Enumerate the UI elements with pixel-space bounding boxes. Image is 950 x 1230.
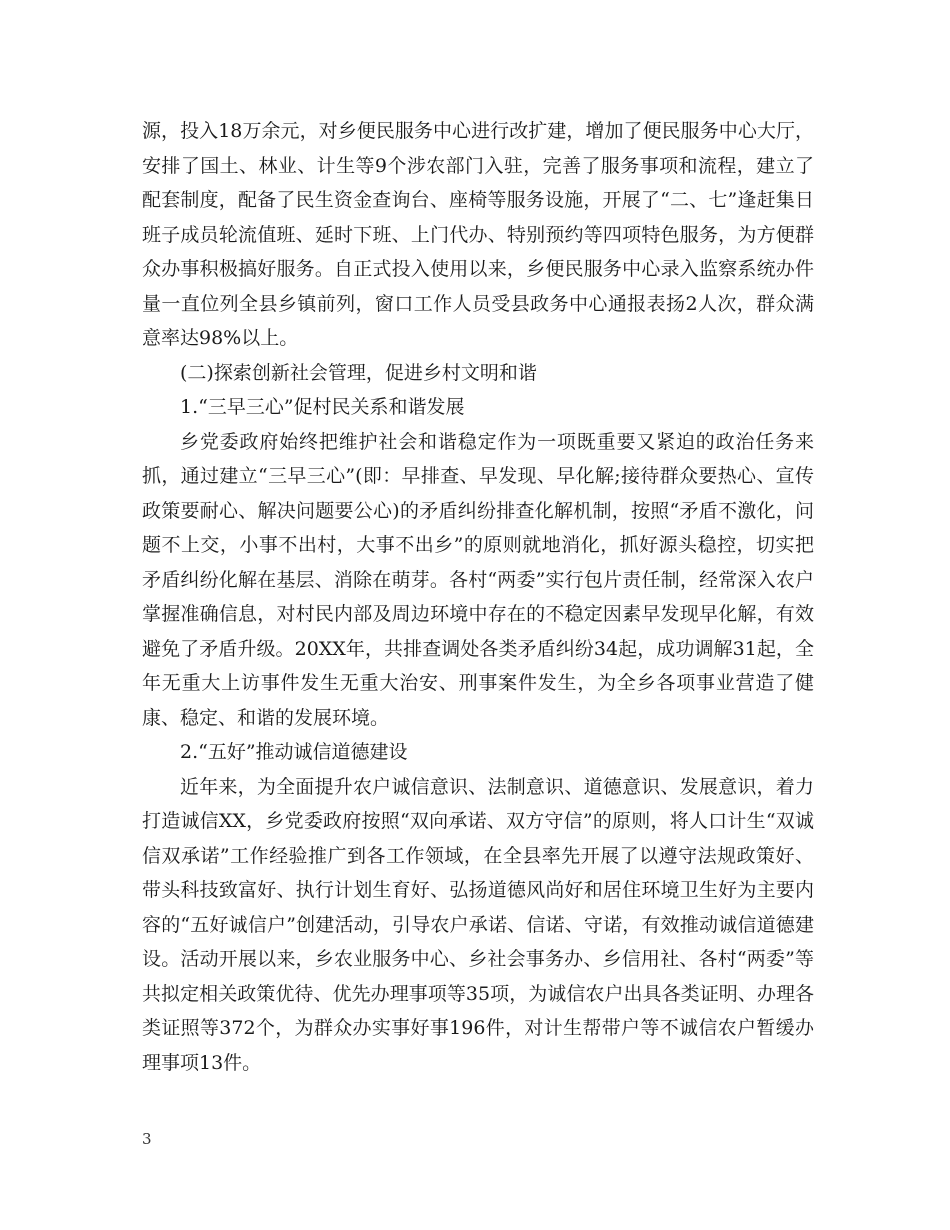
document-body [142,114,814,1080]
subheading-five-good: 2.“五好”推动诚信道德建设 [180,741,408,763]
section-heading-social-management: (二)探索创新社会管理，促进乡村文明和谐 [180,361,537,384]
paragraph-dispute-resolution: 乡党委政府始终把维护社会和谐稳定作为一项既重要又紧迫的政治任务来抓，通过建立“三早三心”(即：早排查、早发现、早化解;接待群众要热心、宣传政策要耐心、解决问题要公心)的矛盾纠纷排查化解机制，按照“矛盾不激化，问题不上交，小事不出村，大事不出乡”的原则就地消化，抓好源头稳控，切实把矛盾纠纷化解在基层、消除在萌芽。各村“两委”实行包片责任制，经常深入农户掌握准确信息，对村民内部及周边环境中存在的不稳定因素早发现早化解，有效避免了矛盾升级。20XX年，共排查调处各类矛盾纠纷34起，成功调解31起，全年无重大上访事件发生无重大治安、刑事案件发生，为全乡各项事业营造了健康、稳定、和谐的发展环境。 [142,430,814,729]
subheading-three-early-three-heart: 1.“三早三心”促村民关系和谐发展 [180,396,465,418]
paragraph-service-center: 源，投入18万余元，对乡便民服务中心进行改扩建，增加了便民服务中心大厅，安排了国土、林业、计生等9个涉农部门入驻，完善了服务事项和流程，建立了配套制度，配备了民生资金查询台、座椅等服务设施，开展了“二、七”逢赶集日班子成员轮流值班、延时下班、上门代办、特别预约等四项特色服务，为方便群众办事积极搞好服务。自正式投入使用以来，乡便民服务中心录入监察系统办件量一直位列全县乡镇前列，窗口工作人员受县政务中心通报表扬2人次，群众满意率达98%以上。 [142,120,814,349]
page-number: 3 [142,1130,152,1148]
paragraph-integrity-building: 近年来，为全面提升农户诚信意识、法制意识、道德意识、发展意识，着力打造诚信XX，乡党委政府按照“双向承诺、双方守信”的原则，将人口计生“双诚信双承诺”工作经验推广到各工作领域，在全县率先开展了以遵守法规政策好、带头科技致富好、执行计划生育好、弘扬道德风尚好和居住环境卫生好为主要内容的“五好诚信户”创建活动，引导农户承诺、信诺、守诺，有效推动诚信道德建设。活动开展以来，乡农业服务中心、乡社会事务办、乡信用社、各村“两委”等共拟定相关政策优待、优先办理事项等35项，为诚信农户出具各类证明、办理各类证照等372个，为群众办实事好事196件，对计生帮带户等不诚信农户暂缓办理事项13件。 [142,775,814,1074]
